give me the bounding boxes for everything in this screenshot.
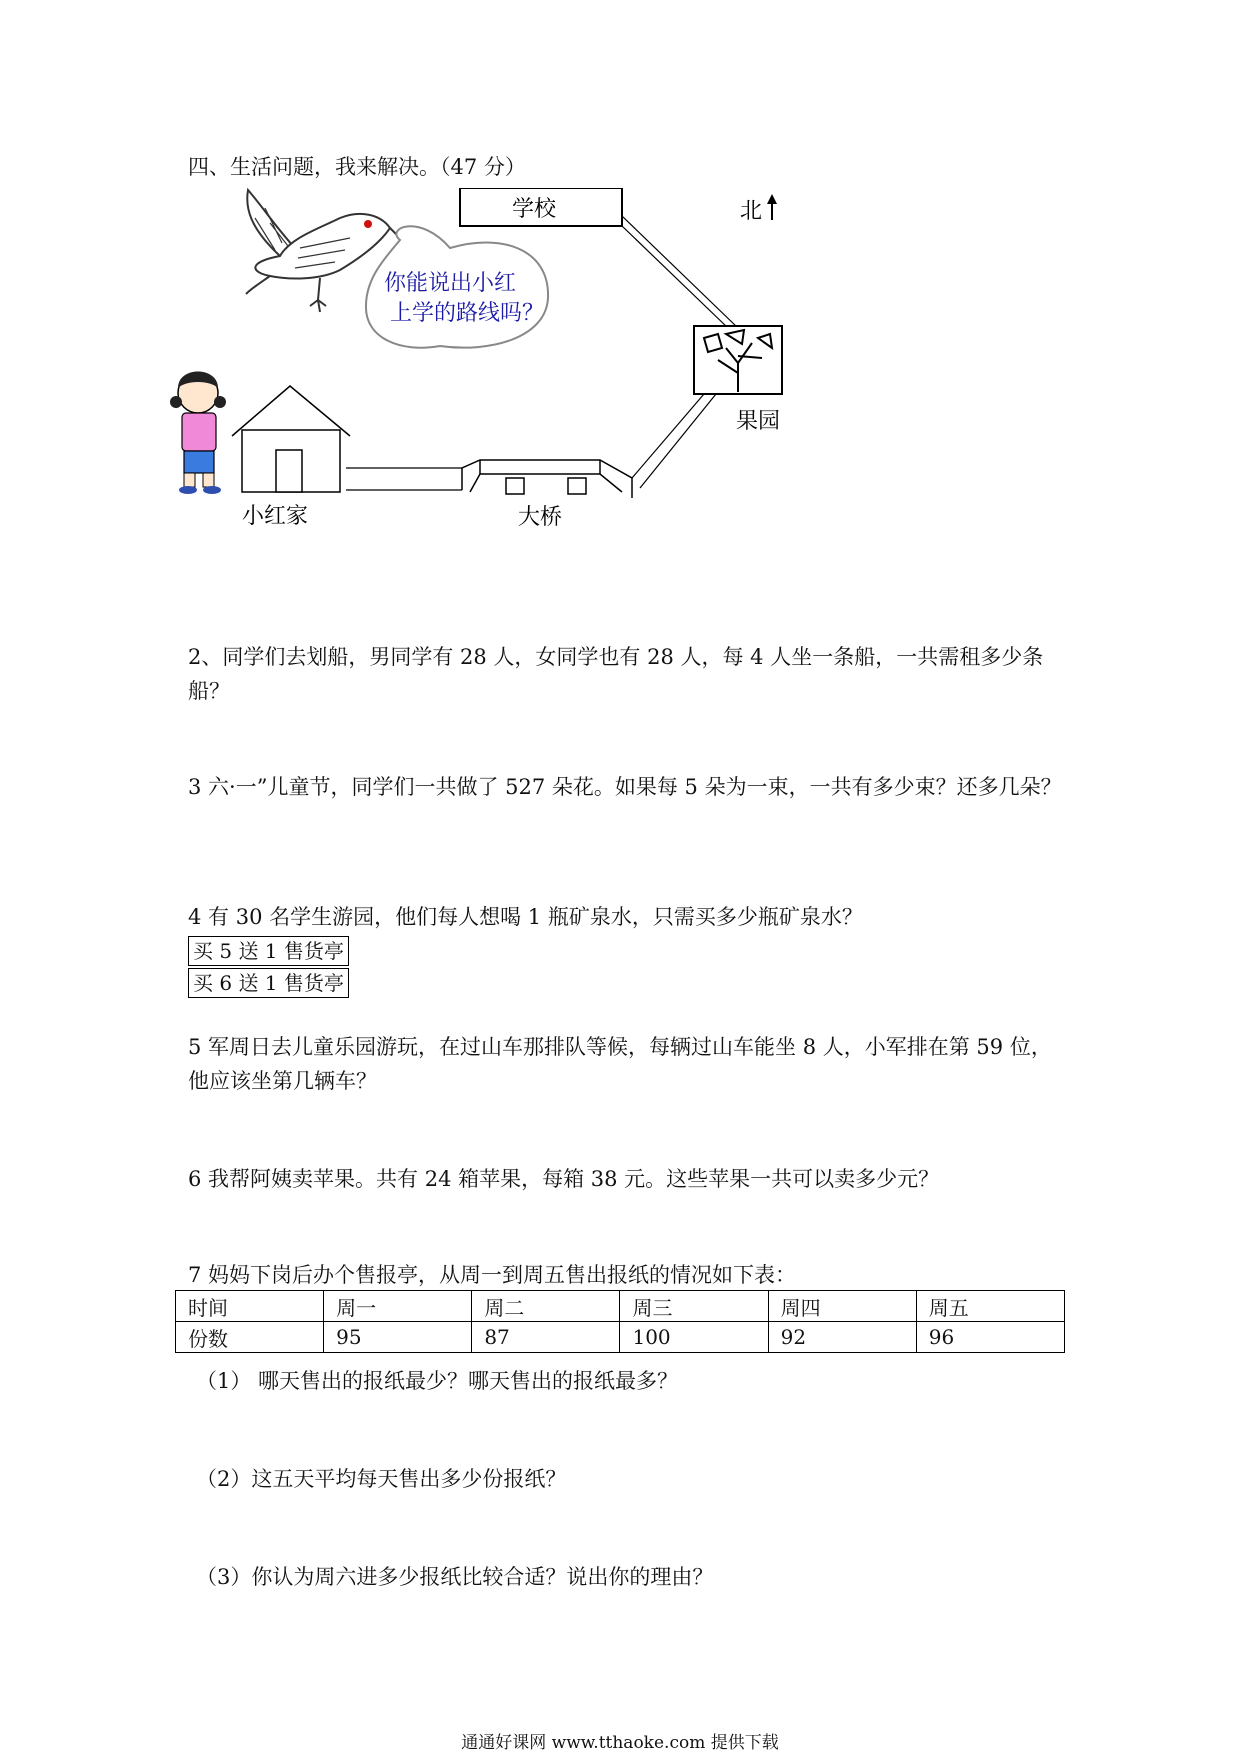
bridge-icon	[462, 460, 632, 498]
girl-figure	[170, 372, 226, 495]
speech-line-2: 上学的路线吗？	[390, 301, 545, 326]
table-row	[176, 1291, 1065, 1322]
table-row	[176, 1322, 1065, 1353]
school-label: 学校	[512, 197, 557, 222]
table-cell: 周四	[768, 1291, 916, 1322]
kiosk-option-1: 买 5 送 1 售货亭	[188, 936, 349, 966]
road-home-bridge	[346, 468, 462, 490]
question-5: 5 军周日去儿童乐园游玩，在过山车那排队等候，每辆过山车能坐 8 人，小军排在第 59 位，他应该坐第几辆车？	[188, 1035, 1052, 1093]
table-cell: 100	[620, 1322, 768, 1353]
north-arrow-icon	[767, 194, 777, 220]
road-orchard-bridge	[632, 394, 716, 488]
table-cell: 92	[768, 1322, 916, 1353]
kiosk-option-2: 买 6 送 1 售货亭	[188, 968, 349, 998]
route-map	[170, 188, 890, 598]
question-7-intro: 7 妈妈下岗后办个售报亭，从周一到周五售出报纸的情况如下表：	[188, 1263, 797, 1287]
bird-eye	[364, 220, 372, 228]
table-cell: 周一	[324, 1291, 472, 1322]
table-cell: 周三	[620, 1291, 768, 1322]
question-4: 4 有 30 名学生游园，他们每人想喝 1 瓶矿泉水，只需买多少瓶矿泉水？	[188, 905, 863, 929]
table-cell: 时间	[176, 1291, 324, 1322]
sales-table	[175, 1290, 1065, 1353]
page-footer: 通通好课网 www.tthaoke.com 提供下载	[461, 1733, 779, 1753]
question-2: 2、同学们去划船，男同学有 28 人，女同学也有 28 人，每 4 人坐一条船，一共需租多少条船？	[188, 645, 1044, 703]
table-cell: 周五	[916, 1291, 1064, 1322]
table-cell: 份数	[176, 1322, 324, 1353]
north-label: 北	[740, 199, 763, 224]
road-school-orchard	[622, 216, 738, 328]
home-label: 小红家	[242, 504, 309, 529]
question-7-sub-1: （1） 哪天售出的报纸最少？哪天售出的报纸最多？	[196, 1369, 679, 1393]
section-title: 四、生活问题，我来解决。（47 分）	[188, 155, 526, 179]
table-cell: 95	[324, 1322, 472, 1353]
question-7-sub-3: （3）你认为周六进多少报纸比较合适？说出你的理由？	[196, 1565, 714, 1589]
table-cell: 96	[916, 1322, 1064, 1353]
table-cell: 周二	[472, 1291, 620, 1322]
orchard-label: 果园	[736, 409, 781, 434]
question-3: 3 六·一”儿童节，同学们一共做了 527 朵花。如果每 5 朵为一束，一共有多少束？还多几朵？	[188, 775, 1062, 799]
table-cell: 87	[472, 1322, 620, 1353]
house-icon	[232, 386, 350, 492]
question-7-sub-2: （2）这五天平均每天售出多少份报纸？	[196, 1467, 567, 1491]
bridge-label: 大桥	[518, 505, 563, 530]
speech-line-1: 你能说出小红	[384, 271, 517, 296]
question-6: 6 我帮阿姨卖苹果。共有 24 箱苹果，每箱 38 元。这些苹果一共可以卖多少元？	[188, 1167, 940, 1191]
